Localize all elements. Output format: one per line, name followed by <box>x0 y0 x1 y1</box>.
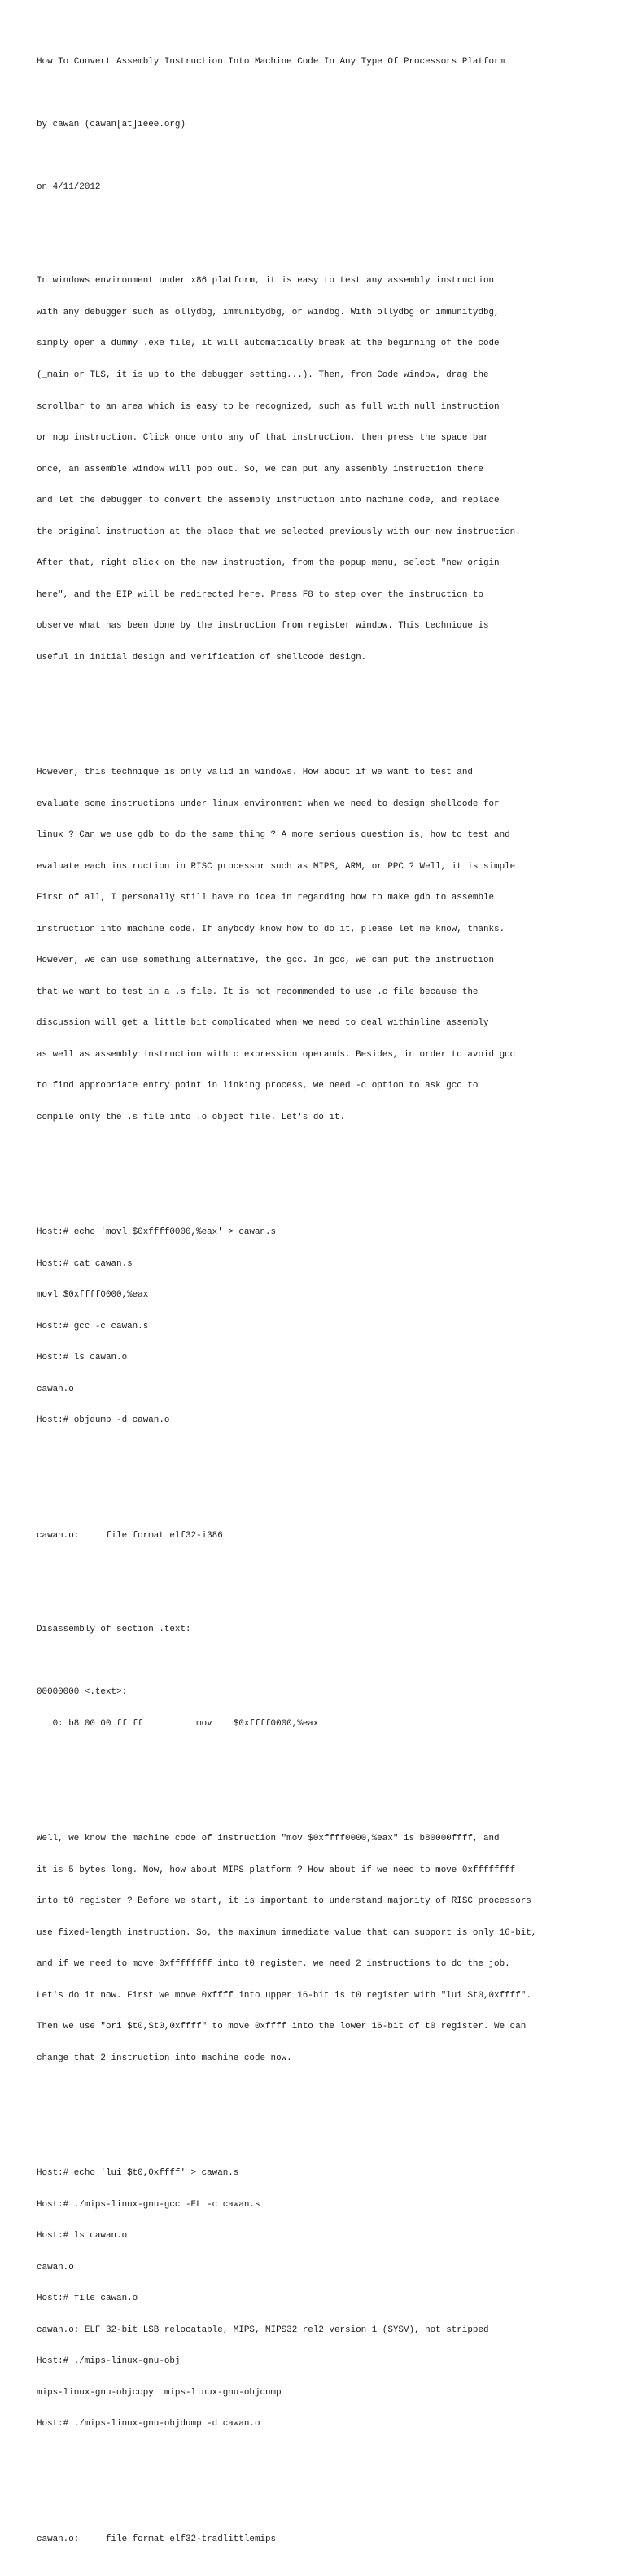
text-line: and let the debugger to convert the assembly instruction into machine code, and replace <box>37 496 500 506</box>
date-line: on 4/11/2012 <box>37 182 101 192</box>
text-line: the original instruction at the place that we selected previously with our new instruction. <box>37 527 521 537</box>
text-line: scrollbar to an area which is easy to be recognized, such as full with null instruction <box>37 401 500 412</box>
text-line: (_main or TLS, it is up to the debugger setting...). Then, from Code window, drag the <box>37 370 489 380</box>
text-line: discussion will get a little bit complicated when we need to deal withinline assembly <box>37 1018 489 1029</box>
paragraph-x86-debugger <box>37 256 618 684</box>
objdump-output-mips <box>37 2513 618 2565</box>
shell-line: Host:# echo 'movl $0xffff0000,%eax' > cawan.s <box>37 1227 277 1238</box>
spacer <box>37 1771 618 1782</box>
text-line: compile only the .s file into .o object file. Let's do it. <box>37 1112 346 1122</box>
objdump-symbol: 00000000 <.text>: <box>37 1687 128 1698</box>
spacer <box>37 705 618 715</box>
shell-line: Host:# gcc -c cawan.s <box>37 1321 149 1332</box>
paragraph-mips <box>37 1813 618 2084</box>
spacer <box>37 1656 618 1667</box>
text-line: to find appropriate entry point in linking process, we need -c option to ask gcc to <box>37 1081 479 1091</box>
shell-session-mips <box>37 2147 618 2450</box>
text-line: into t0 register ? Before we start, it is important to understand majority of RISC processors <box>37 1896 531 1907</box>
paragraph-linux-gcc <box>37 746 618 1144</box>
text-line: use fixed-length instruction. So, the maximum immediate value that can support is only 16-bit, <box>37 1927 537 1938</box>
text-line: that we want to test in a .s file. It is not recommended to use .c file because the <box>37 986 479 997</box>
shell-line: mips-linux-gnu-objcopy mips-linux-gnu-objdump <box>37 2387 282 2398</box>
text-line: Then we use "ori $t0,$t0,0xffff" to move 0xffff into the lower 16-bit of t0 register. We can <box>37 2022 527 2032</box>
text-line: First of all, I personally still have no idea in regarding how to make gdb to assemble <box>37 893 495 903</box>
text-line: it is 5 bytes long. Now, how about MIPS platform ? How about if we need to move 0xffffffff <box>37 1865 516 1875</box>
objdump-output-x86 <box>37 1510 618 1750</box>
text-line: and if we need to move 0xffffffff into t0 register, we need 2 instructions to do the job. <box>37 1959 510 1970</box>
text-line: simply open a dummy .exe file, it will automatically break at the beginning of the code <box>37 339 500 349</box>
objdump-file-format: cawan.o: file format elf32-i386 <box>37 1530 223 1541</box>
document-page <box>37 36 618 2576</box>
shell-line: Host:# ls cawan.o <box>37 1353 128 1363</box>
shell-line: Host:# cat cawan.s <box>37 1258 133 1269</box>
document-title: How To Convert Assembly Instruction Into Machine Code In Any Type Of Processors Platform <box>37 56 505 67</box>
text-line: as well as assembly instruction with c expression operands. Besides, in order to avoid gcc <box>37 1049 516 1060</box>
text-line: Well, we know the machine code of instruction "mov $0xffff0000,%eax" is b80000ffff, and <box>37 1834 500 1844</box>
text-line: observe what has been done by the instruction from register window. This technique is <box>37 621 489 632</box>
text-line: change that 2 instruction into machine code now. <box>37 2053 292 2063</box>
text-line: evaluate some instructions under linux environment when we need to design shellcode for <box>37 798 500 809</box>
objdump-instruction: 0: b8 00 00 ff ff mov $0xffff0000,%eax <box>37 1718 319 1729</box>
text-line: instruction into machine code. If anybody know how to do it, please let me know, thanks. <box>37 924 505 934</box>
spacer <box>37 2106 618 2116</box>
spacer <box>37 151 618 161</box>
shell-line: Host:# ./mips-linux-gnu-objdump -d cawan.o <box>37 2419 260 2429</box>
text-line: or nop instruction. Click once onto any of that instruction, then press the space bar <box>37 433 489 444</box>
shell-session-x86 <box>37 1207 618 1447</box>
text-line: After that, right click on the new instruction, from the popup menu, select "new origin <box>37 558 500 569</box>
shell-line: movl $0xffff0000,%eax <box>37 1290 149 1301</box>
text-line: with any debugger such as ollydbg, immunitydbg, or windbg. With ollydbg or immunitydbg, <box>37 307 500 317</box>
text-line: here", and the EIP will be redirected here. Press F8 to step over the instruction to <box>37 589 483 600</box>
author-line: by cawan (cawan[at]ieee.org) <box>37 119 186 129</box>
shell-line: Host:# ./mips-linux-gnu-gcc -EL -c cawan.s <box>37 2199 260 2210</box>
shell-line: Host:# ls cawan.o <box>37 2231 128 2241</box>
shell-line: cawan.o: ELF 32-bit LSB relocatable, MIPS, MIPS32 rel2 version 1 (SYSV), not stripped <box>37 2325 489 2335</box>
objdump-file-format: cawan.o: file format elf32-tradlittlemips <box>37 2534 277 2544</box>
text-line: evaluate each instruction in RISC processor such as MIPS, ARM, or PPC ? Well, it is simple. <box>37 861 521 872</box>
shell-line: Host:# echo 'lui $t0,0xffff' > cawan.s <box>37 2168 239 2179</box>
spacer <box>37 1562 618 1572</box>
spacer <box>37 1468 618 1479</box>
text-line: However, we can use something alternative, the gcc. In gcc, we can put the instruction <box>37 956 495 966</box>
text-line: once, an assemble window will pop out. So, we can put any assembly instruction there <box>37 464 483 475</box>
text-line: useful in initial design and verification of shellcode design. <box>37 652 367 663</box>
text-line: Let's do it now. First we move 0xffff into upper 16-bit is t0 register with "lui $t0,0xffff". <box>37 1990 531 2001</box>
shell-line: Host:# file cawan.o <box>37 2294 138 2304</box>
objdump-section: Disassembly of section .text: <box>37 1625 191 1635</box>
spacer <box>37 88 618 98</box>
shell-line: cawan.o <box>37 2262 74 2272</box>
text-line: However, this technique is only valid in windows. How about if we want to test and <box>37 768 473 778</box>
spacer <box>37 213 618 224</box>
spacer <box>37 2472 618 2482</box>
shell-line: Host:# ./mips-linux-gnu-obj <box>37 2356 181 2367</box>
spacer <box>37 1165 618 1175</box>
text-line: linux ? Can we use gdb to do the same thing ? A more serious question is, how to test and <box>37 830 510 841</box>
text-line: In windows environment under x86 platform, it is easy to test any assembly instruction <box>37 276 495 286</box>
spacer <box>37 1594 618 1604</box>
shell-line: cawan.o <box>37 1384 74 1394</box>
shell-line: Host:# objdump -d cawan.o <box>37 1415 170 1426</box>
